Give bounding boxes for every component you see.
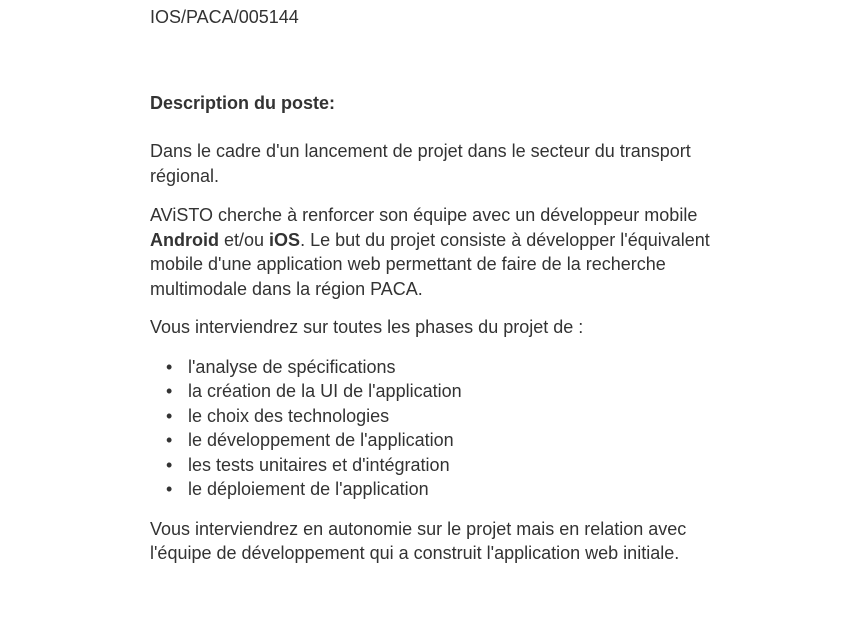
list-item-label: le développement de l'application [188, 430, 454, 450]
list-item-label: les tests unitaires et d'intégration [188, 454, 450, 475]
bullet-icon: • [166, 405, 173, 426]
description-paragraph-mission [150, 203, 730, 301]
list-item [166, 477, 730, 502]
bullet-icon: • [166, 430, 173, 450]
bullet-icon: • [166, 356, 173, 377]
list-item [166, 453, 730, 478]
job-posting [150, 0, 730, 566]
list-item [166, 379, 730, 404]
list-item [166, 404, 730, 429]
list-item [166, 428, 730, 453]
mission-text-join: et/ou [219, 229, 270, 250]
android-keyword: Android [150, 229, 219, 250]
mission-text-start: AViSTO cherche à renforcer son équipe avec un développeur mobile [150, 205, 698, 225]
list-item-label: le déploiement de l'application [188, 479, 429, 499]
section-title-description: Description du poste: [150, 93, 336, 113]
description-paragraph-autonomy: Vous interviendrez en autonomie sur le projet mais en relation avec l'équipe de développement qui a construit l'application web initiale. [150, 518, 687, 563]
job-reference: IOS/PACA/005144 [150, 7, 299, 27]
bullet-icon: • [166, 479, 173, 499]
description-paragraph-phases: Vous interviendrez sur toutes les phases du projet de : [150, 317, 584, 337]
list-item [166, 355, 730, 380]
project-phases-list [150, 355, 730, 502]
ios-keyword: iOS [269, 229, 301, 250]
list-item-label: le choix des technologies [188, 405, 390, 426]
bullet-icon: • [166, 381, 173, 401]
mission-text-end: . Le but du projet consiste à développer l'équivalent mobile d'une application web permettant de faire de la recherche multimodale dans la région PACA. [150, 229, 710, 299]
bullet-icon: • [166, 454, 173, 475]
list-item-label: la création de la UI de l'application [188, 381, 462, 401]
description-paragraph-context: Dans le cadre d'un lancement de projet dans le secteur du transport régional. [150, 141, 691, 186]
list-item-label: l'analyse de spécifications [188, 356, 396, 377]
